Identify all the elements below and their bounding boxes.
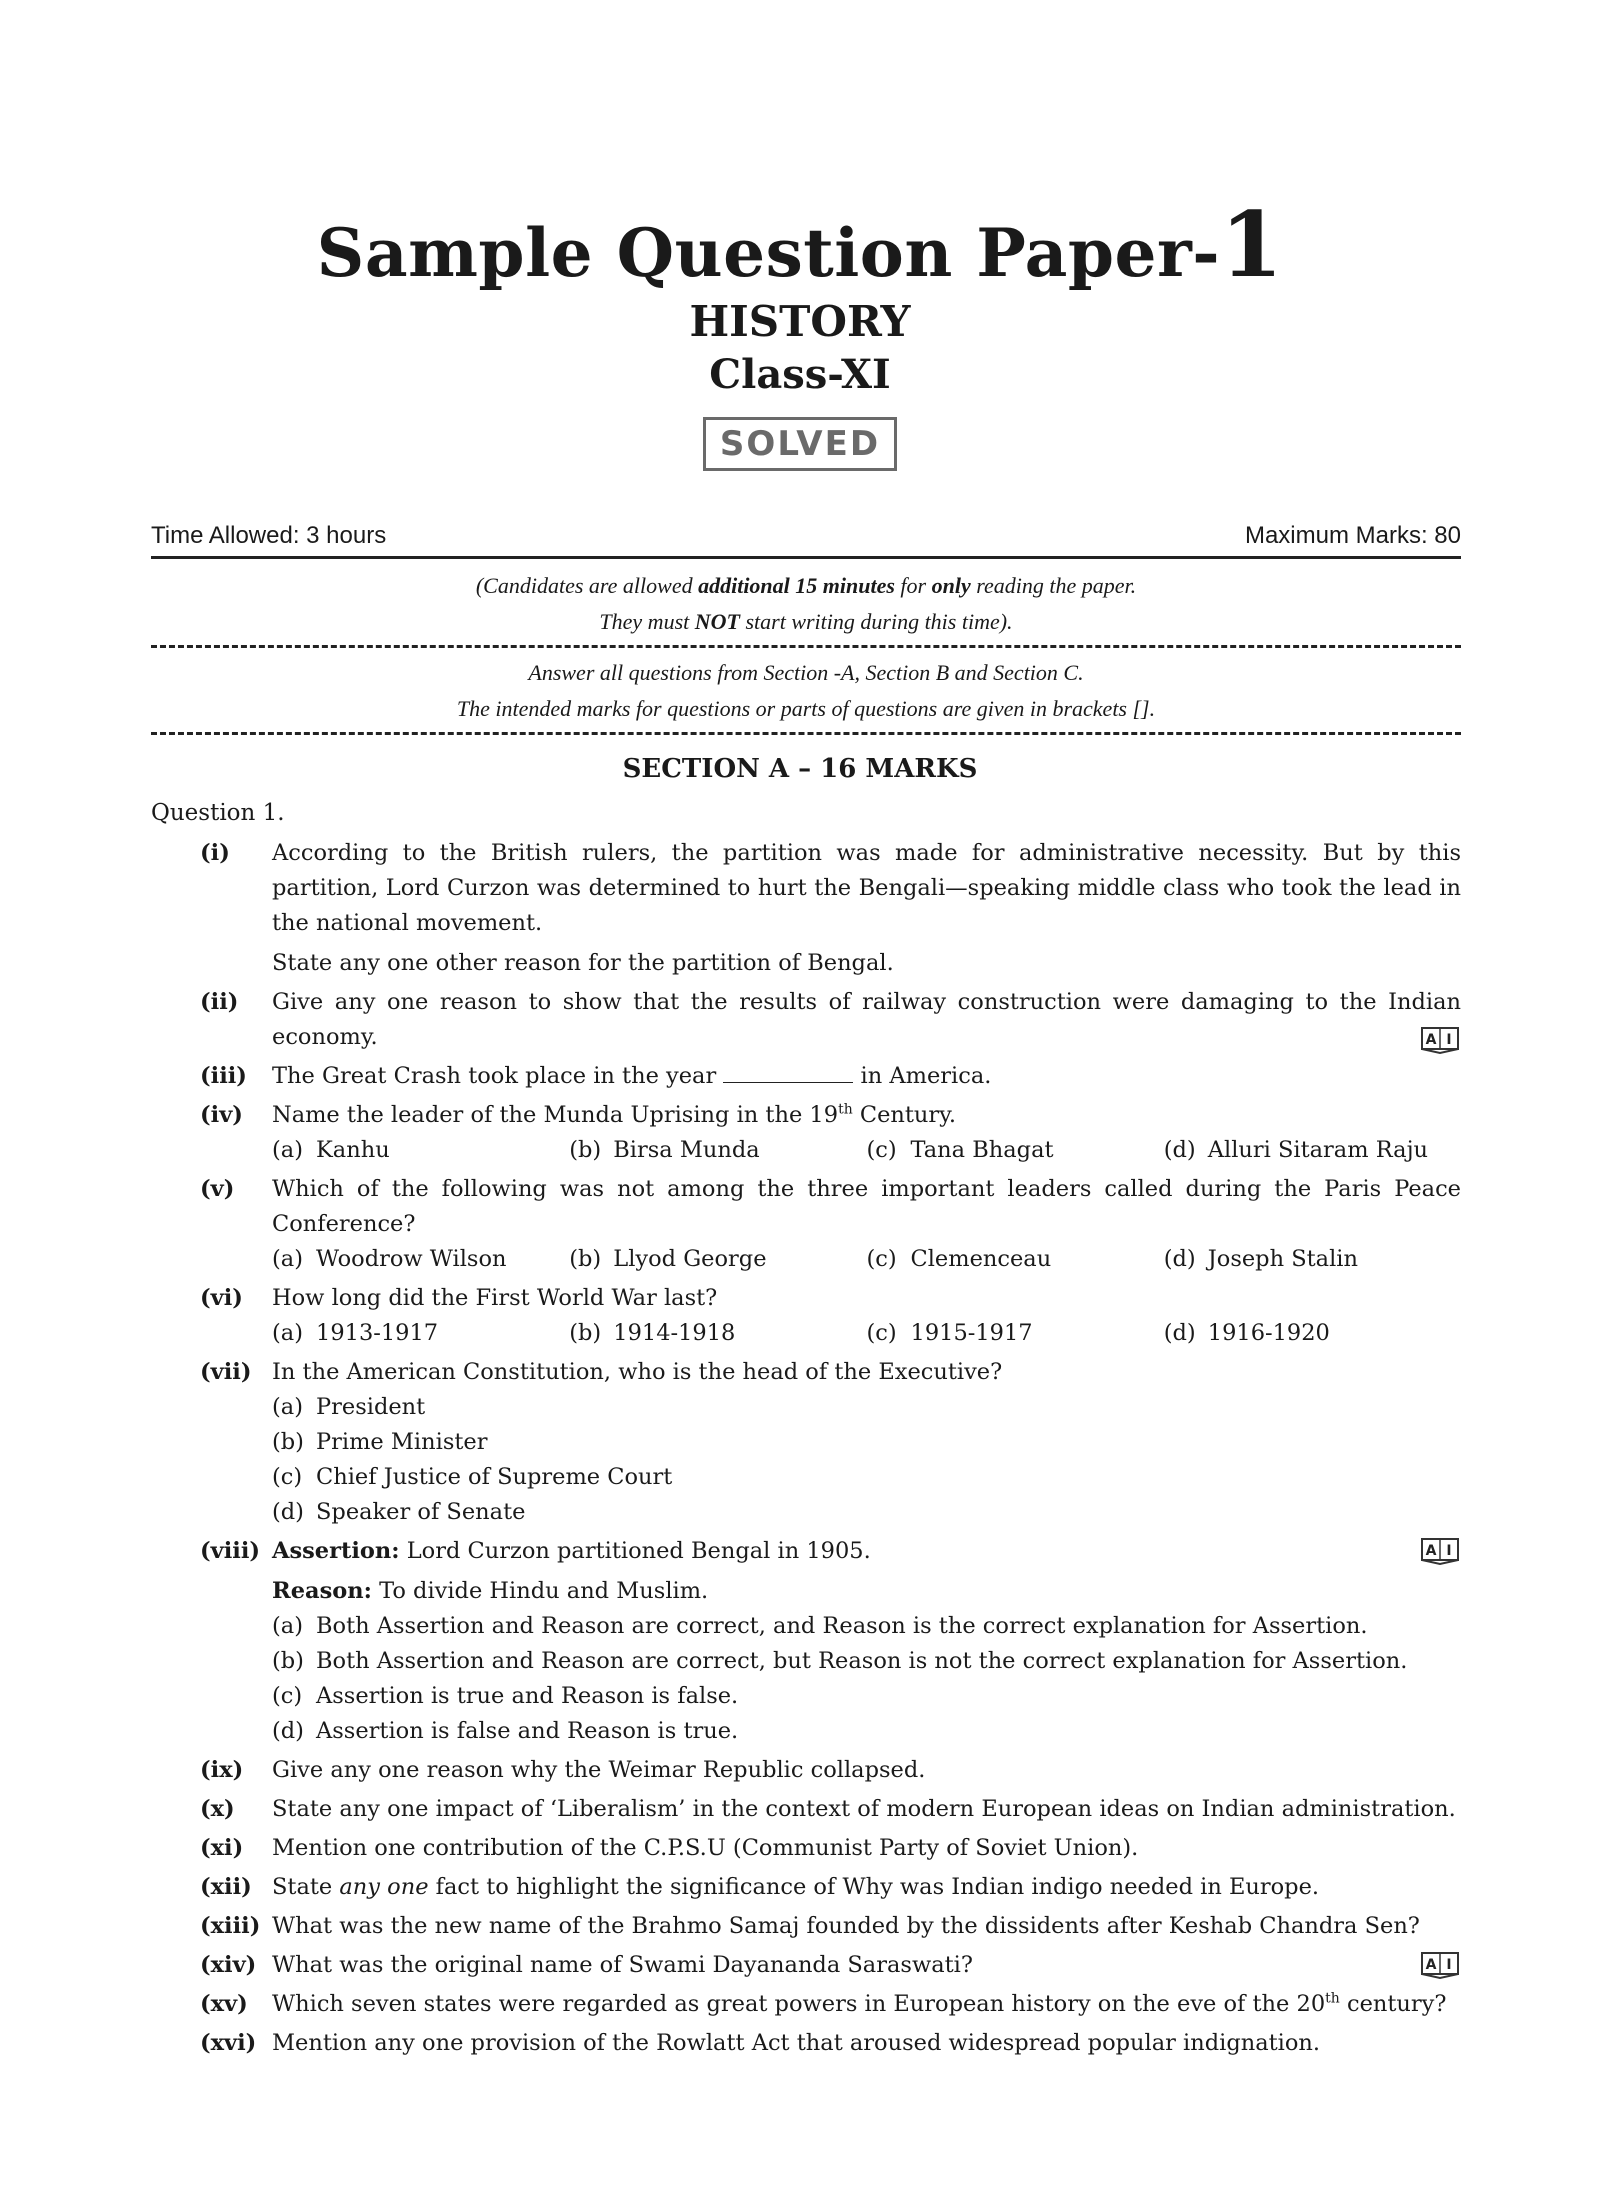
option-text: President (316, 1394, 426, 1420)
option (569, 1242, 866, 1277)
question-text: fact to highlight the significance of Why was Indian indigo needed in Europe. (428, 1874, 1320, 1900)
question-x (200, 1792, 1461, 1827)
paper-number: 1 (1220, 192, 1284, 298)
instr-text: reading the paper. (970, 573, 1137, 598)
option (867, 1133, 1164, 1168)
question-number: (iv) (200, 1102, 243, 1128)
question-text: century? (1339, 1991, 1447, 2017)
question-number: (xv) (200, 1991, 248, 2017)
option-label: (c) (866, 1246, 897, 1272)
option-text: Both Assertion and Reason are correct, but Reason is not the correct explanation for Assertion. (316, 1648, 1408, 1674)
question-xi (200, 1831, 1461, 1866)
question-list (200, 836, 1461, 2065)
option-text: Llyod George (613, 1246, 767, 1272)
assertion-text: Lord Curzon partitioned Bengal in 1905. (399, 1538, 871, 1564)
question-text: The Great Crash took place in the year (272, 1063, 724, 1089)
question-text: Century. (852, 1102, 957, 1128)
maximum-marks: Maximum Marks: 80 (1244, 522, 1461, 549)
option-text: Woodrow Wilson (316, 1246, 507, 1272)
instruction-answer-all (151, 655, 1461, 727)
option-label: (d) (1163, 1246, 1196, 1272)
question-text: in America. (853, 1063, 992, 1089)
question-number: (xiv) (200, 1952, 257, 1978)
question-xv (200, 1987, 1461, 2022)
question-text: How long did the First World War last? (272, 1285, 718, 1311)
instr-text: Answer all questions from Section -A, Section B and Section C. (528, 660, 1084, 685)
question-text: Name the leader of the Munda Uprising in the 19 (272, 1102, 839, 1128)
question-xiii (200, 1909, 1461, 1944)
question-text: Which seven states were regarded as great powers in European history on the eve of the 20 (272, 1991, 1326, 2017)
option (272, 1316, 569, 1351)
option-text: Prime Minister (316, 1429, 488, 1455)
question-text: What was the original name of Swami Dayananda Saraswati? (272, 1952, 973, 1978)
dashed-divider (151, 732, 1461, 735)
option-text: Alluri Sitaram Raju (1207, 1137, 1429, 1163)
paper-title-text: Sample Question Paper- (316, 214, 1221, 292)
option-label: (a) (272, 1246, 303, 1272)
option-label: (d) (272, 1499, 304, 1525)
option-label: (a) (272, 1137, 303, 1163)
option (1164, 1316, 1461, 1351)
option (867, 1242, 1164, 1277)
question-text: What was the new name of the Brahmo Samaj founded by the dissidents after Keshab Chandra Sen? (272, 1913, 1420, 1939)
option-text: Both Assertion and Reason are correct, and Reason is the correct explanation for Assertion. (316, 1613, 1368, 1639)
options-row (272, 1133, 1461, 1168)
question-viii (200, 1534, 1461, 1749)
instr-bold: additional 15 minutes (698, 573, 895, 598)
question-text: Give any one reason why the Weimar Republic collapsed. (272, 1757, 926, 1783)
question-text: State any one other reason for the partition of Bengal. (272, 950, 894, 976)
option (272, 1714, 1461, 1749)
option-text: Assertion is true and Reason is false. (316, 1683, 739, 1709)
option-label: (b) (272, 1648, 304, 1674)
question-number: (i) (200, 840, 230, 866)
question-iii (200, 1059, 1461, 1094)
question-i (200, 836, 1461, 981)
question-text: Give any one reason to show that the results of railway construction were damaging to the Indian economy. (272, 989, 1461, 1050)
svg-text:I: I (1446, 1032, 1452, 1048)
question-text: State (272, 1874, 340, 1900)
option (1164, 1133, 1461, 1168)
options-row (272, 1316, 1461, 1351)
question-number: (xiii) (200, 1913, 261, 1939)
superscript: th (1325, 1990, 1340, 2007)
option-label: (b) (569, 1246, 602, 1272)
option (272, 1133, 569, 1168)
option-text: Joseph Stalin (1207, 1246, 1358, 1272)
question-xvi (200, 2026, 1461, 2061)
option-label: (d) (1163, 1320, 1196, 1346)
paper-title (0, 192, 1600, 298)
instr-bold: only (931, 573, 971, 598)
question-number: (xii) (200, 1874, 252, 1900)
option (272, 1679, 1461, 1714)
option (272, 1460, 1461, 1495)
option-text: Clemenceau (910, 1246, 1052, 1272)
time-allowed: Time Allowed: 3 hours (151, 522, 387, 549)
question-text: Which of the following was not among the three important leaders called during the Paris Peace Conference? (272, 1176, 1461, 1237)
ai-book-icon (1419, 1536, 1461, 1566)
question-ix (200, 1753, 1461, 1788)
assertion-label: Assertion: (272, 1538, 400, 1564)
svg-text:A: A (1425, 1957, 1437, 1973)
dashed-divider (151, 645, 1461, 648)
question-vii (200, 1355, 1461, 1530)
header-rule (151, 556, 1461, 559)
option-label: (b) (272, 1429, 304, 1455)
reason-text: To divide Hindu and Muslim. (371, 1578, 709, 1604)
question-xii (200, 1870, 1461, 1905)
question-number: (ii) (200, 989, 239, 1015)
answer-blank (723, 1062, 853, 1083)
option-text: 1913-1917 (316, 1320, 439, 1346)
question-text: Mention any one provision of the Rowlatt Act that aroused widespread popular indignation. (272, 2030, 1321, 2056)
question-number: (ix) (200, 1757, 244, 1783)
option-label: (c) (272, 1683, 303, 1709)
question-number: (xi) (200, 1835, 244, 1861)
option (272, 1390, 1461, 1425)
option-text: Tana Bhagat (910, 1137, 1054, 1163)
question-iv (200, 1098, 1461, 1168)
option-label: (c) (866, 1320, 897, 1346)
option (272, 1644, 1461, 1679)
question-ii (200, 985, 1461, 1055)
section-title: SECTION A – 16 MARKS (622, 754, 978, 784)
option (1164, 1242, 1461, 1277)
option-text: 1915-1917 (910, 1320, 1033, 1346)
option (569, 1133, 866, 1168)
option-text: Assertion is false and Reason is true. (316, 1718, 739, 1744)
question-number: (xvi) (200, 2030, 257, 2056)
option-label: (d) (272, 1718, 304, 1744)
question-number: (vi) (200, 1285, 243, 1311)
option-label: (b) (569, 1320, 602, 1346)
question-v (200, 1172, 1461, 1277)
superscript: th (838, 1101, 853, 1118)
option-label: (a) (272, 1320, 303, 1346)
option (272, 1495, 1461, 1530)
instr-text: They must (599, 609, 695, 634)
svg-text:I: I (1446, 1957, 1452, 1973)
option (272, 1242, 569, 1277)
question-number: (iii) (200, 1063, 247, 1089)
option-text: 1914-1918 (613, 1320, 736, 1346)
option-label: (d) (1163, 1137, 1196, 1163)
option (272, 1609, 1461, 1644)
solved-badge: SOLVED (703, 417, 897, 471)
title-block (0, 192, 1600, 471)
question-number: (x) (200, 1796, 235, 1822)
option-label: (c) (866, 1137, 897, 1163)
question-text: According to the British rulers, the partition was made for administrative necessity. But by this partition, Lord Curzon was determined to hurt the Bengali—speaking middle class who took the lead in the national movement. (272, 840, 1461, 936)
meta-row (151, 522, 1461, 550)
option-label: (b) (569, 1137, 602, 1163)
question-text: State any one impact of ‘Liberalism’ in the context of modern European ideas on Indian administration. (272, 1796, 1456, 1822)
option-text: Birsa Munda (613, 1137, 760, 1163)
svg-text:I: I (1446, 1543, 1452, 1559)
option-text: Chief Justice of Supreme Court (316, 1464, 673, 1490)
option (272, 1425, 1461, 1460)
question-text: Mention one contribution of the C.P.S.U (Communist Party of Soviet Union). (272, 1835, 1139, 1861)
option-label: (a) (272, 1613, 303, 1639)
question-number: (v) (200, 1176, 235, 1202)
question-vi (200, 1281, 1461, 1351)
option-label: (a) (272, 1394, 303, 1420)
question-heading: Question 1. (151, 800, 285, 826)
class-heading: Class-XI (709, 351, 891, 398)
instr-text: The intended marks for questions or parts of questions are given in brackets []. (456, 696, 1156, 721)
option-text: 1916-1920 (1207, 1320, 1330, 1346)
subject-heading: HISTORY (689, 297, 911, 346)
instruction-reading-time (151, 568, 1461, 640)
instr-text: for (894, 573, 932, 598)
question-number: (vii) (200, 1359, 252, 1385)
option-text: Speaker of Senate (316, 1499, 526, 1525)
svg-text:A: A (1425, 1543, 1437, 1559)
option (569, 1316, 866, 1351)
ai-book-icon (1419, 1025, 1461, 1055)
question-text: In the American Constitution, who is the head of the Executive? (272, 1359, 1003, 1385)
question-xiv (200, 1948, 1461, 1983)
instr-text: (Candidates are allowed (475, 573, 699, 598)
option (867, 1316, 1164, 1351)
instr-bold: NOT (694, 609, 740, 634)
ai-book-icon (1419, 1950, 1461, 1980)
emphasis-text: any one (339, 1874, 429, 1900)
svg-text:A: A (1425, 1032, 1437, 1048)
option-label: (c) (272, 1464, 303, 1490)
question-number: (viii) (200, 1538, 261, 1564)
reason-label: Reason: (272, 1578, 372, 1604)
option-text: Kanhu (316, 1137, 390, 1163)
options-row (272, 1242, 1461, 1277)
instr-text: start writing during this time). (739, 609, 1013, 634)
